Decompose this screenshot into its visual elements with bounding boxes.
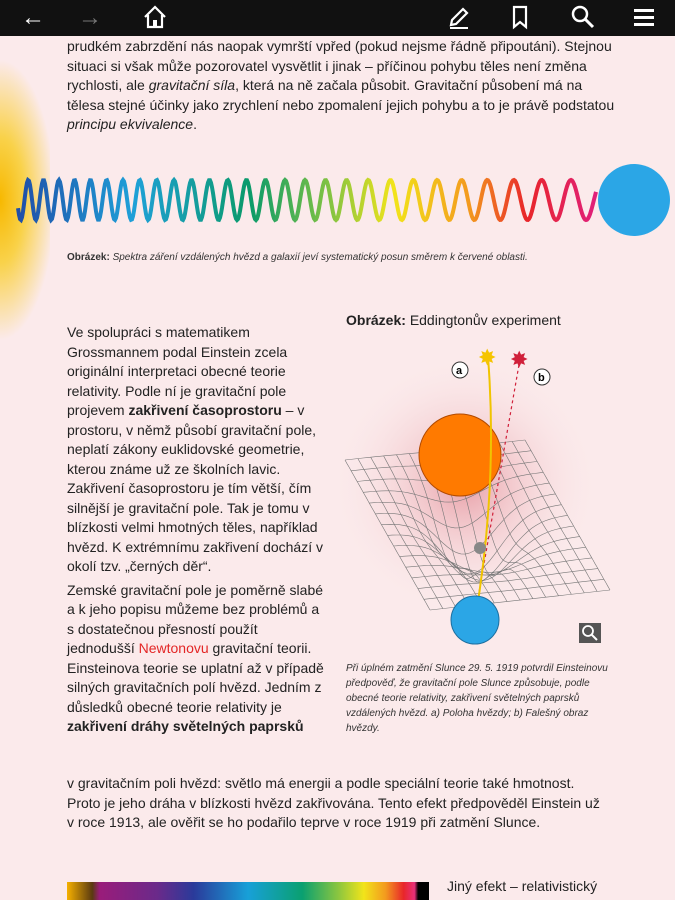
star-false-icon: ✸ [510, 347, 529, 372]
figure-label: Obrázek: [346, 312, 406, 328]
top-toolbar [0, 0, 675, 36]
italic-term: principu ekvivalence [67, 116, 194, 132]
bold-term: zakřivení časoprostoru [128, 402, 282, 418]
caption-text: Spektra záření vzdálených hvězd a galaxií jeví systematický posun směrem k červené oblasti. [112, 252, 528, 263]
text: gravitační teorii. Einsteinova teorie se uplatní až v případě silných gravitačních polí hvězd. Jedním z důsledků obecné teorie relativity je [67, 640, 324, 715]
caption-label: Obrázek: [67, 252, 110, 263]
gray-dot [474, 542, 486, 554]
sun-circle [419, 414, 501, 496]
back-arrow-icon[interactable]: ← [21, 4, 45, 31]
bookmark-icon[interactable] [505, 4, 535, 32]
paragraph [67, 323, 325, 577]
body-full-paragraph [67, 774, 607, 833]
spectrum-bar [67, 882, 429, 900]
text: Zemské gravitační pole je poměrně slabé a k jeho popisu můžeme bez problémů a s dostatečnou přesností použít jednodušší [67, 581, 324, 656]
text: Ve spolupráci s matematikem Grossmannem podal Einstein zcela originální interpretaci obecné teorie relativity. Podle ní je gravitační pole projevem [67, 324, 288, 418]
pen-icon[interactable] [444, 4, 474, 32]
text: . [193, 116, 197, 132]
bold-term: zakřivení dráhy světelných paprsků [67, 718, 304, 734]
star-real-icon: ✸ [478, 345, 497, 370]
text: prudkém zabrzdění nás naopak vymrští vpřed (pokud nejsme řádně připoutáni). Stejnou situaci si však může pozorovatel vysvětlit i jinak – příčinou pohybu těles není změna rychlosti, ale [67, 38, 612, 93]
body-left-column [67, 323, 325, 737]
figure1-caption [67, 250, 607, 265]
caption-text: Při úplném zatmění Slunce 29. 5. 1919 potvrdil Einsteinovu předpověď, že gravitační pole Slunce způsobuje, podle obecné teorie relativity, zakřivení světelných paprsků vzdálených hvězd. a) Poloha hvězdy; b) Falešný obraz hvězdy. [346, 663, 608, 734]
search-icon[interactable] [568, 4, 598, 32]
forward-arrow-icon[interactable]: → [78, 4, 102, 31]
intro-paragraph [67, 37, 615, 135]
figure-title: Eddingtonův experiment [409, 312, 561, 328]
earth-circle [451, 596, 499, 644]
figure2-title [346, 311, 561, 331]
wave-line [18, 180, 596, 220]
paragraph [67, 581, 325, 737]
observer-circle [598, 164, 670, 236]
newton-link[interactable]: Newtonovu [138, 640, 209, 656]
menu-icon[interactable] [629, 4, 659, 32]
zoom-icon[interactable] [579, 623, 601, 643]
italic-term: gravitační síla [148, 77, 236, 93]
text: , která na ně začala působit. Gravitační působení má na tělesa stejné účinky jako zrychlení nebo zpomalení jejich pohybu a to je právě podstatou [67, 77, 615, 113]
eddington-diagram [340, 335, 620, 655]
label-a: a [456, 365, 463, 377]
text: – v prostoru, v němž působí gravitační pole, neplatí zákony euklidovské geometrie, kterou známe už ze školních lavic. Zakřivení časoprostoru je tím větší, čím silnější je gravitační pole. Tak je tomu v blízkosti velmi hmotných těles, například hvězd. K extrémnímu zakřivení dochází v okolí tzv. „černých děr“. [67, 402, 323, 574]
next-paragraph [447, 877, 617, 897]
text: v gravitačním poli hvězd: světlo má energii a podle speciální teorie také hmotnost. Proto je jeho dráha v blízkosti hvězd zakřivována. Tento efekt předpověděl Einstein už v roce 1913, ale ověřit se ho podařilo teprve v roce 1919 při zatmění Slunce. [67, 775, 600, 830]
spectrum-wave-figure [0, 150, 670, 250]
label-b: b [538, 372, 545, 384]
home-icon[interactable] [140, 4, 170, 32]
text: Jiný efekt – relativistický [447, 878, 598, 894]
figure2-caption [346, 661, 616, 736]
